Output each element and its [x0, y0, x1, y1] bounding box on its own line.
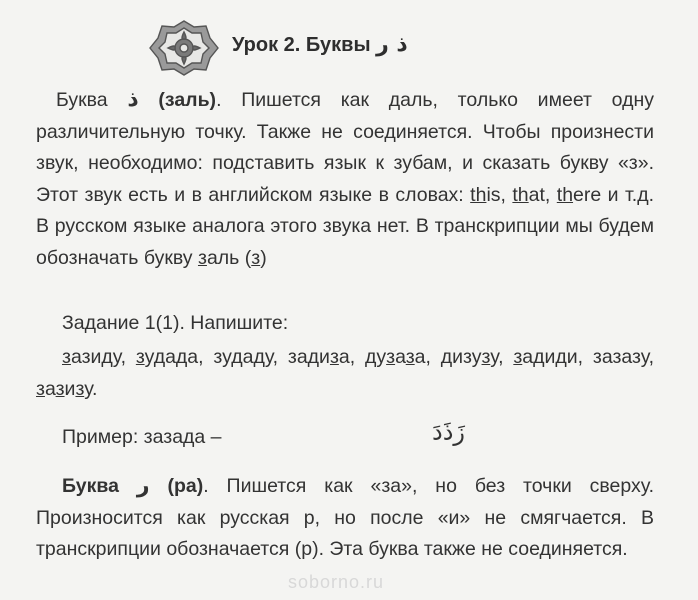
- underlined-letter: з: [62, 346, 71, 368]
- task-word-part: [482, 346, 514, 368]
- underlined-letter: з: [386, 346, 396, 368]
- example-word-this-u: th: [470, 183, 487, 206]
- ra-lead-word: Буква: [62, 475, 119, 497]
- task-word-part: [62, 346, 136, 368]
- underlined-letter: з: [481, 346, 491, 368]
- underlined-letter: з: [36, 377, 45, 400]
- example-word-this-rest: is,: [486, 183, 513, 206]
- example-arabic-word: زَذَدَ: [432, 418, 465, 446]
- title-prefix: Урок 2. Буквы: [232, 34, 371, 56]
- word-rest: а: [44, 377, 56, 400]
- zal-text-part1: . Пишется как даль, только имеет одну различительную точку. Также не соединяется. Чтобы произнести звук, необходимо: подставить язык к зубам, и сказать букву «з». Этот звук есть и в английском языке в словах:: [36, 89, 654, 206]
- zal-word-rest: аль (: [206, 246, 252, 269]
- task-word-part: [75, 378, 97, 400]
- task-title: Задание 1(1). Напишите:: [62, 312, 289, 334]
- word-rest: а: [395, 346, 406, 368]
- word-rest: у.: [84, 377, 98, 400]
- task-word-part: [513, 346, 654, 368]
- example-word-that-rest: at,: [528, 183, 557, 206]
- underlined-letter: з: [513, 346, 523, 368]
- task-words: [36, 342, 654, 405]
- ra-name: (ра): [167, 475, 204, 497]
- zal-close-paren: ): [260, 246, 267, 269]
- task-word-part: [36, 378, 56, 400]
- word-rest: удада, зудаду, зади: [144, 346, 330, 368]
- watermark: soborno.ru: [288, 572, 385, 592]
- task-word-part: [136, 346, 330, 368]
- paragraph-zal: [36, 84, 654, 274]
- task-word-part: [406, 346, 482, 368]
- zal-name: (заль): [158, 89, 217, 111]
- ra-text: . Пишется как «за», но без точки сверху. Произносится как русская р, но после «и» не смягчается. В транскрипции обозначается (р). Эта буква также не соединяется.: [36, 475, 654, 560]
- zal-transcription-symbol: з: [251, 246, 261, 269]
- ra-arabic-letter: ر: [136, 473, 150, 498]
- ornament-emblem: [148, 18, 220, 78]
- example-word-there-rest: ere: [573, 183, 602, 206]
- word-rest: и: [64, 377, 76, 400]
- word-rest: а, ду: [338, 346, 387, 368]
- zal-word-underlined: з: [197, 246, 207, 269]
- example-label: Пример: зазада –: [62, 426, 222, 448]
- task-word-part: [386, 346, 406, 368]
- underlined-letter: з: [329, 346, 339, 368]
- task-word-part: [330, 346, 386, 368]
- example-word-that-u: th: [512, 183, 529, 206]
- underlined-letter: з: [405, 346, 415, 368]
- word-rest: адиди, зазазу,: [522, 346, 654, 368]
- word-rest: а, дизу: [414, 346, 482, 368]
- underlined-letter: з: [75, 377, 85, 400]
- underlined-letter: з: [135, 346, 145, 368]
- paragraph-ra: [36, 470, 654, 566]
- underlined-letter: з: [55, 377, 65, 400]
- word-rest: у,: [490, 346, 514, 368]
- zal-lead-word: Буква: [56, 89, 108, 111]
- word-rest: азиду,: [70, 346, 136, 368]
- task-word-part: [56, 378, 76, 400]
- title-arabic-letters: ذ ر: [376, 32, 408, 57]
- page-title: [232, 32, 408, 57]
- zal-text-part2: и т.д. В русском языке аналога этого звука нет. В транскрипции мы будем обозначать букву: [36, 183, 654, 269]
- zal-arabic-letter: ذ: [127, 87, 139, 112]
- example-word-there-u: th: [556, 183, 574, 206]
